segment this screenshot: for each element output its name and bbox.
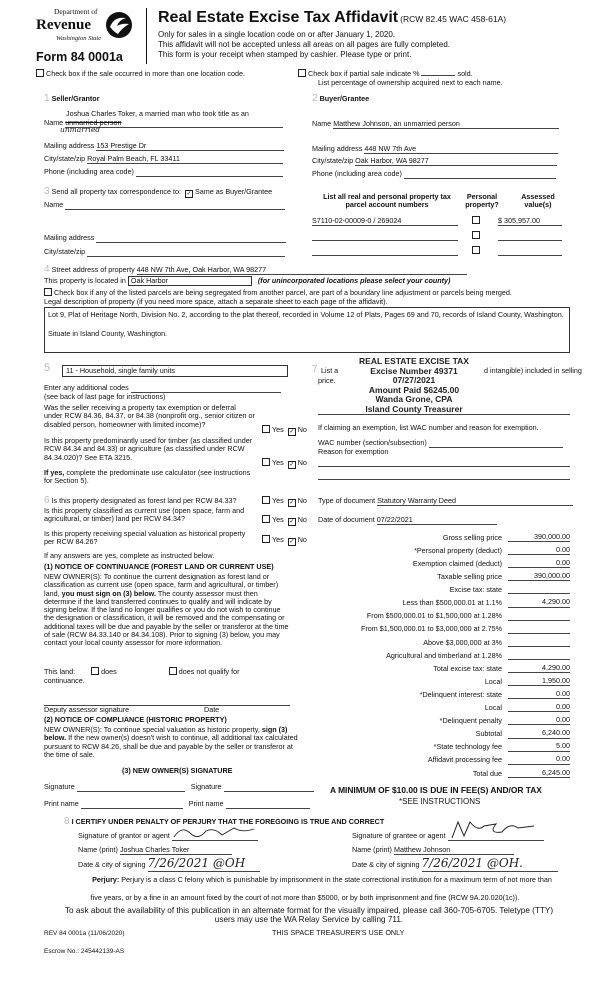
personal-property-checkbox[interactable] — [472, 246, 480, 254]
revenue-word: Revenue — [36, 17, 91, 33]
grantor-signature-scribble — [172, 823, 258, 841]
yes-label: Yes — [272, 496, 284, 505]
s3-mailing-field[interactable] — [96, 234, 286, 243]
calc-label: *Delinquent interest: state — [419, 689, 502, 699]
seller-phone-field[interactable] — [136, 168, 283, 177]
yes-label: Yes — [272, 515, 284, 524]
compliance-p1: NEW OWNER(S): To continue special valuation as historic property, — [44, 725, 260, 734]
yes-checkbox[interactable] — [262, 515, 270, 523]
calc-label: From $500,000.01 to $1,500,000 at 1.28% — [366, 611, 502, 621]
multi-location-row — [36, 69, 245, 78]
buyer-mailing-row — [312, 145, 558, 154]
multi-location-checkbox[interactable] — [36, 69, 44, 77]
name-print-label: Name (print) — [78, 845, 118, 854]
no-label: No — [297, 535, 307, 544]
calc-value[interactable]: 0.00 — [508, 559, 570, 568]
name-label: Name — [312, 119, 332, 128]
calc-value[interactable] — [508, 625, 570, 634]
wac-claim: If claiming an exemption, list WAC number and reason for exemption. — [318, 423, 539, 432]
wac-number-field[interactable] — [429, 439, 563, 448]
calc-value[interactable]: 390,000.00 — [508, 533, 570, 542]
escrow-number: Escrow No.: 245442139-AS — [44, 948, 125, 955]
s6-q1: Is this property designated as forest land per RCW 84.33? — [51, 496, 237, 505]
section-number: 6 — [44, 495, 50, 506]
certify-text: I CERTIFY UNDER PENALTY OF PERJURY THAT THE FOREGOING IS TRUE AND CORRECT — [71, 817, 385, 826]
seller-city-field[interactable] — [87, 155, 283, 164]
partial-sale-row — [298, 69, 473, 78]
s5-q2: Is this property predominantly used for timber (as classified under RCW 84.34 and 84.33) or agriculture (as classified under RCW 84.34.020)? See ETA 3215. — [44, 436, 253, 462]
section-number: 2 — [312, 93, 318, 104]
compliance-sign: sign (3) below. — [44, 725, 288, 743]
city-label: City/state/zip — [44, 247, 86, 256]
s7-price: price. — [318, 376, 336, 385]
calc-label: From $1,500,000.01 to $3,000,000 at 2.75% — [360, 624, 502, 634]
if-any-yes: If any answers are yes, complete as instructed below. — [44, 551, 215, 560]
seller-heading — [44, 93, 100, 105]
compliance-heading: (2) NOTICE OF COMPLIANCE (HISTORIC PROPERTY) — [44, 715, 227, 724]
no-checkbox[interactable]: ✓ — [289, 519, 295, 525]
doc-type-field[interactable] — [377, 497, 573, 506]
calc-row — [318, 542, 570, 555]
calc-value[interactable]: 1,950.00 — [508, 677, 570, 686]
s6-q3: Is this property receiving special valuation as historical property per RCW 84.26? — [44, 529, 246, 547]
personal-property-checkbox[interactable] — [472, 231, 480, 239]
wac-number-label: WAC number (section/subsection) — [318, 438, 427, 447]
rev-number: REV 84 0001a (11/06/2020) — [44, 930, 125, 937]
section-number: 3 — [44, 186, 50, 197]
receipt-text: This form is your receipt when stamped by cashier. Please type or print. — [158, 50, 412, 59]
calc-value[interactable] — [508, 612, 570, 621]
calc-row — [318, 765, 570, 778]
s3-mailing-row — [44, 234, 286, 243]
header-line1: Only for sales in a single location code on or after January 1, 2020. — [158, 30, 396, 39]
no-label: No — [297, 458, 307, 467]
stamp-line: 07/27/2021 — [392, 375, 436, 386]
calc-row — [318, 739, 570, 752]
calc-row — [318, 699, 570, 712]
mailing-label: Mailing address — [44, 233, 95, 242]
signature-label: Signature — [44, 782, 75, 791]
calc-row — [318, 581, 570, 594]
deputy-date-label: Date — [204, 705, 220, 714]
grantor-signature-field[interactable] — [172, 832, 258, 841]
yes-checkbox[interactable] — [262, 458, 270, 466]
stamp-line: Amount Paid $6245.00 — [368, 384, 460, 395]
perjury-notice — [76, 876, 568, 884]
treasurer-use-only: THIS SPACE TREASURER'S USE ONLY — [272, 928, 405, 937]
s5-q1-answers — [262, 425, 307, 436]
same-as-buyer-label: Same as Buyer/Grantee — [195, 187, 273, 196]
stamp-line: Island County Treasurer — [365, 403, 463, 414]
q2-note-text: complete the predominate use calculator (see instructions for Section 5). — [44, 468, 251, 486]
segregated-row — [44, 288, 512, 297]
parcel-number[interactable] — [312, 247, 458, 256]
buyer-mailing-field[interactable] — [364, 145, 558, 154]
section-number: 1 — [44, 93, 50, 104]
grantor-name-value: Joshua Charles Toker — [119, 845, 190, 854]
buyer-name-value: Matthew Johnson, an unmarried person — [333, 119, 460, 128]
city-label: City/state/zip — [312, 156, 354, 165]
owner-signature-field[interactable] — [77, 783, 185, 792]
located-label: This property is located in — [44, 276, 126, 285]
located-value: Oak Harbor — [130, 276, 169, 285]
personal-header: Personal property? — [465, 192, 499, 210]
parcel-header: List all real and personal property tax parcel account numbers — [323, 192, 451, 210]
grantee-signature-field[interactable] — [448, 832, 544, 841]
tax-calculation — [318, 529, 570, 778]
section-number: 4 — [44, 264, 50, 275]
partial-sale-sub: List percentage of ownership acquired next to each name. — [318, 78, 503, 87]
s7-number: 7 — [312, 364, 318, 375]
no-label: No — [297, 425, 307, 434]
yes-checkbox[interactable] — [262, 496, 270, 504]
calc-row — [318, 608, 570, 621]
grantee-date-row — [352, 857, 558, 872]
parcel-row — [312, 231, 574, 241]
assessed-header: Assessed value(s) — [521, 192, 555, 210]
stamp-line: Excise Number 49371 — [370, 365, 458, 376]
street-label: Street address of property — [51, 265, 135, 274]
title-text: Real Estate Excise Tax Affidavit — [158, 9, 399, 26]
grantor-name-row — [78, 846, 232, 855]
no-label: No — [297, 496, 307, 505]
no-checkbox[interactable]: ✓ — [289, 500, 295, 506]
same-as-buyer-checkbox[interactable]: ✓ — [186, 191, 192, 197]
phone-label: Phone (including area code) — [44, 167, 134, 176]
stamp-line: REAL ESTATE EXCISE TAX — [359, 356, 469, 366]
reason-field-2[interactable] — [318, 478, 570, 480]
stamp-line: Wanda Grone, CPA — [375, 394, 453, 405]
no-label: No — [297, 515, 307, 524]
continuance-sign: you must sign on (3) below. — [61, 588, 156, 598]
owner-print-field-2[interactable] — [226, 800, 310, 809]
calc-label: *Personal property (deduct) — [414, 545, 502, 555]
legal-label: Legal description of property (if you need more space, attach a separate sheet to each page of the affidavit). — [44, 297, 388, 306]
assessed-value[interactable] — [498, 247, 562, 256]
grantee-sig-label: Signature of grantee or agent — [352, 831, 446, 840]
mailing-label: Mailing address — [312, 144, 363, 153]
s3-name-row — [44, 201, 285, 210]
s5-q2-answers — [262, 458, 307, 469]
calc-row — [318, 568, 570, 581]
calc-row — [318, 752, 570, 765]
seller-mailing-field[interactable] — [96, 142, 284, 151]
yes-label: Yes — [272, 535, 284, 544]
s7-list-a: List a — [321, 366, 339, 375]
calc-label: Local — [484, 703, 502, 713]
located-row — [44, 276, 450, 286]
header-divider — [146, 8, 147, 64]
continuance-text — [44, 573, 290, 648]
calc-row — [318, 673, 570, 686]
date-city-label: Date & city of signing — [78, 860, 146, 869]
form-number: Form 84 0001a — [36, 50, 123, 64]
partial-sale-percent-input[interactable] — [421, 75, 455, 76]
buyer-heading — [312, 93, 369, 105]
calc-row — [318, 634, 570, 647]
calc-label: Subtotal — [475, 729, 502, 739]
print-name-label: Print name — [44, 799, 79, 808]
calc-value[interactable]: 0.00 — [508, 755, 570, 764]
name-label: Name — [44, 200, 64, 209]
s3-city-row — [44, 248, 285, 257]
grantor-name-field[interactable] — [120, 846, 232, 855]
s5-q2-note — [44, 469, 260, 486]
dept-line: Department of — [54, 7, 98, 16]
reason-label: Reason for exemption — [318, 447, 389, 456]
grantor-date-field[interactable]: 7/26/2021 @OH — [148, 857, 260, 872]
calc-label: Agricultural and timberland at 1.28% — [386, 650, 502, 660]
date-city-label: Date & city of signing — [352, 860, 420, 869]
state-line: Washington State — [56, 35, 102, 42]
s6-q2: Is this property classified as current use (open space, farm and agricultural, or timber) land per RCW 84.34? — [44, 506, 245, 524]
grantee-name-field[interactable] — [394, 846, 514, 855]
yes-checkbox[interactable] — [262, 535, 270, 543]
doc-type-value: Statutory Warranty Deed — [377, 496, 456, 505]
compliance-text — [44, 726, 300, 759]
calc-row — [318, 529, 570, 542]
calc-label: Gross selling price — [442, 532, 502, 542]
continuance-p1: NEW OWNER(S): To continue the current designation as forest land or classification as current use (open space, farm and agricultural, or timber) land, — [44, 572, 279, 598]
parcel-number[interactable] — [312, 232, 458, 241]
seller-heading-text: Seller/Grantor — [51, 94, 100, 103]
doc-date-value: 07/22/2021 — [376, 515, 413, 524]
seller-city-value: Royal Palm Beach, FL 33411 — [87, 154, 180, 163]
mailing-label: Mailing address — [44, 141, 95, 150]
partial-sale-checkbox[interactable] — [298, 69, 306, 77]
calc-value[interactable]: 390,000.00 — [508, 572, 570, 581]
doc-date-row — [318, 516, 497, 525]
parcel-row — [312, 246, 574, 256]
located-select[interactable] — [128, 276, 252, 286]
name-print-label: Name (print) — [352, 845, 392, 854]
grantee-sig-row — [352, 832, 544, 841]
calc-label: Exemption claimed (deduct) — [412, 559, 502, 568]
doc-type-label: Type of document — [318, 496, 376, 505]
name-label: Name — [44, 118, 64, 127]
doc-type-row — [318, 497, 573, 506]
compliance-p2: If the new owner(s) doesn't wish to continue, all additional tax calculated pursuant to RCW 84.26, shall be due and payable by the seller or transferor at the time of sale. — [44, 733, 298, 759]
buyer-phone-row — [312, 170, 556, 179]
reason-field[interactable] — [318, 465, 570, 467]
calc-value[interactable]: 5.00 — [508, 742, 570, 751]
does-checkbox[interactable] — [91, 667, 99, 675]
street-field[interactable] — [137, 266, 467, 275]
seller-mailing-value: 153 Prestige Dr — [96, 141, 147, 150]
parcel-row — [312, 216, 574, 226]
owner-print-field[interactable] — [81, 800, 183, 809]
yes-checkbox[interactable] — [262, 425, 270, 433]
perjury-label: Perjury: — [92, 875, 120, 884]
calc-label: Total due — [472, 768, 502, 778]
owner-sig-row — [44, 783, 314, 792]
calc-value[interactable] — [508, 651, 570, 660]
multi-location-label: Check box if the sale occurred in more than one location code. — [46, 69, 245, 78]
calc-value[interactable]: 0.00 — [508, 690, 570, 699]
treasurer-stamp — [344, 357, 484, 414]
deputy-signature-label: Deputy assessor signature — [44, 705, 130, 714]
calc-label: *Delinquent penalty — [439, 716, 502, 726]
yes-label: Yes — [272, 458, 284, 467]
section-number: 8 — [64, 816, 70, 827]
add-codes-sub: (see back of last page for instructions) — [44, 392, 166, 401]
city-label: City/state/zip — [44, 154, 86, 163]
this-land-row — [44, 667, 240, 676]
street-row — [44, 264, 467, 276]
yes-label: Yes — [272, 425, 284, 434]
tax-correspondence-row — [44, 186, 272, 198]
calc-value[interactable]: 6,245.00 — [508, 769, 570, 778]
calc-value[interactable]: 4,290.00 — [508, 664, 570, 673]
calc-label: Excise tax: state — [449, 585, 502, 595]
doc-date-label: Date of document — [318, 515, 375, 524]
calc-label: Local — [484, 676, 502, 686]
s6-q1-row — [44, 495, 237, 507]
grantee-name-value: Matthew Johnson — [393, 845, 451, 854]
no-checkbox[interactable]: ✓ — [289, 429, 295, 435]
this-land-label: This land: — [44, 667, 76, 676]
grantee-name-row — [352, 846, 514, 855]
calc-value[interactable]: 6,240.00 — [508, 729, 570, 738]
segregated-checkbox[interactable] — [44, 288, 52, 296]
phone-label: Phone (including area code) — [312, 169, 402, 178]
calc-label: Taxable selling price — [437, 572, 502, 582]
seller-name-line1: Joshua Charles Toker, a married man who took title as an — [66, 109, 249, 118]
does-not-label: does not qualify for — [178, 667, 240, 676]
s3-name-field[interactable] — [65, 201, 285, 210]
if-yes: If yes, — [44, 468, 65, 477]
assessed-value[interactable]: $ 305,957.00 — [498, 217, 562, 226]
seller-name-value: unmarried person — [65, 118, 122, 127]
grantor-sig-row — [78, 832, 258, 841]
doc-date-field[interactable] — [377, 516, 497, 525]
s5-q1: Was the seller receiving a property tax exemption or deferral under RCW 84.36, 84.37, or 84.38 (nonprofit org., senior citizen or disabled person, homeowner with limited income)? — [44, 403, 255, 429]
buyer-city-field[interactable] — [355, 157, 557, 166]
continuance-heading: (1) NOTICE OF CONTINUANCE (FOREST LAND OR CURRENT USE) — [44, 562, 274, 571]
print-name-label: Print name — [188, 799, 224, 808]
calc-label: Above $3,000,000 at 3% — [423, 637, 502, 647]
alt-format-notice: To ask about the availability of this publication in an alternate format for the visually impaired, please call 360-705-6705. Teletype (TTY) users may use the WA Relay Service by calling 711. — [64, 906, 554, 925]
title-citation: (RCW 82.45 WAC 458-61A) — [400, 14, 507, 24]
calc-row — [318, 594, 570, 607]
add-codes-label: Enter any additional codes — [44, 383, 129, 392]
unincorporated-note: (for unincorporated locations please select your county) — [257, 276, 451, 285]
calc-row — [318, 621, 570, 634]
seller-name-correction: unmarried — [60, 125, 101, 134]
owner-signature-field-2[interactable] — [224, 783, 314, 792]
header-line3 — [158, 50, 411, 59]
partial-sale-sold: sold. — [457, 69, 473, 78]
calc-value[interactable]: 0.00 — [508, 716, 570, 725]
grantor-sig-label: Signature of grantor or agent — [78, 831, 170, 840]
s3-city-field[interactable] — [87, 248, 285, 257]
grantor-date-row — [78, 857, 260, 872]
calc-row — [318, 725, 570, 738]
no-checkbox[interactable]: ✓ — [289, 539, 295, 545]
street-value: 448 NW 7th Ave, Oak Harbor, WA 98277 — [136, 265, 267, 274]
revenue-swirl-icon — [102, 10, 136, 40]
does-label: does — [101, 667, 117, 676]
s6-q1-answers — [262, 496, 307, 507]
buyer-name-field[interactable] — [333, 120, 559, 129]
owner-print-row — [44, 800, 310, 809]
s7-tangible: d intangible) included in selling — [484, 366, 582, 375]
calc-label: Affidavit processing fee — [427, 755, 502, 765]
perjury-text-2: five years, or by a fine in an amount fixed by the court of not more than $5000, or by both imprisonment and fine (RCW 9A.20.020(1c)). — [90, 893, 520, 902]
buyer-phone-field[interactable] — [404, 170, 556, 179]
signature-label: Signature — [190, 782, 222, 791]
s5-number: 5 — [44, 362, 51, 374]
buyer-heading-text: Buyer/Grantee — [319, 94, 370, 103]
calc-value[interactable] — [508, 585, 570, 594]
revenue-logo — [36, 6, 136, 50]
perjury-text: Perjury is a class C felony which is punishable by imprisonment in the state correctional institution for a maximum term of not more than — [121, 875, 552, 884]
new-owner-signature-heading: (3) NEW OWNER(S) SIGNATURE — [122, 766, 233, 775]
buyer-name-row — [312, 120, 559, 129]
header-line2: This affidavit will not be accepted unless all areas on all pages are fully completed. — [158, 40, 451, 49]
use-code-value: 11 - Household, single family units — [66, 366, 175, 375]
calc-row — [318, 647, 570, 660]
seller-city-row — [44, 155, 283, 164]
calc-row — [318, 712, 570, 725]
no-checkbox[interactable]: ✓ — [289, 462, 295, 468]
calc-row — [318, 555, 570, 568]
calc-label: Total excise tax: state — [433, 663, 502, 673]
calc-row — [318, 686, 570, 699]
grantee-date-field[interactable]: 7/26/2021 @OH. — [422, 857, 558, 872]
buyer-city-row — [312, 157, 557, 166]
buyer-city-value: Oak Harbor, WA 98277 — [355, 156, 429, 165]
parcel-number[interactable]: S7110-02-00009-0 / 269024 — [312, 217, 458, 226]
page-title — [158, 9, 506, 27]
calc-value[interactable]: 0.00 — [508, 703, 570, 712]
s6-q3-answers — [262, 535, 307, 546]
minimum-due: A MINIMUM OF $10.00 IS DUE IN FEE(S) AND/OR TAX — [330, 785, 542, 795]
continuance-word: continuance. — [44, 676, 85, 685]
calc-value[interactable]: 0.00 — [508, 546, 570, 555]
does-not-checkbox[interactable] — [169, 667, 177, 675]
legal-situate: Situate in Island County, Washington. — [48, 329, 168, 339]
legal-description: Lot 9, Plat of Heritage North, Division No. 2, according to the plat thereof, recorded in Volume 12 of Plats, Pages 69 and 70, records of Island County, Washington. — [48, 310, 564, 319]
use-code-select[interactable] — [62, 365, 288, 377]
calc-row — [318, 660, 570, 673]
send-correspondence-label: Send all property tax correspondence to: — [51, 187, 182, 196]
segregated-label: Check box if any of the listed parcels are being segregated from another parcel, are part of a boundary line adjustment or parcels being merged. — [54, 288, 512, 297]
seller-mailing-row — [44, 142, 284, 151]
see-instructions: *SEE INSTRUCTIONS — [399, 797, 481, 806]
buyer-mailing-value: 448 NW 7th Ave — [364, 144, 417, 153]
s6-q2-answers — [262, 515, 307, 526]
calc-value[interactable]: 4,290.00 — [508, 598, 570, 607]
calc-label: *State technology fee — [433, 742, 502, 752]
personal-property-checkbox[interactable] — [472, 216, 480, 224]
legal-description-box[interactable] — [44, 307, 570, 353]
grantee-signature-scribble — [448, 818, 544, 842]
calc-label: Less than $500,000.01 at 1.1% — [402, 598, 502, 608]
calc-value[interactable] — [508, 638, 570, 647]
partial-sale-label: Check box if partial sale indicate % — [308, 69, 420, 78]
assessed-value[interactable] — [498, 232, 562, 241]
continuance-p2: The county assessor must then determine if the land transferred continues to qualify and will indicate by signing below. If the land no longer qualifies or you do not wish to continue the designation or classification, it will be removed and the compensating or additional taxes will be due and payable by the seller or transferor at the time of sale (RCW 84.33.140 or 84.34.108). Prior to signing (3) below, you may contact your local county assessor for more information. — [44, 588, 289, 648]
s7-line[interactable] — [318, 413, 570, 415]
seller-phone-row — [44, 168, 283, 177]
